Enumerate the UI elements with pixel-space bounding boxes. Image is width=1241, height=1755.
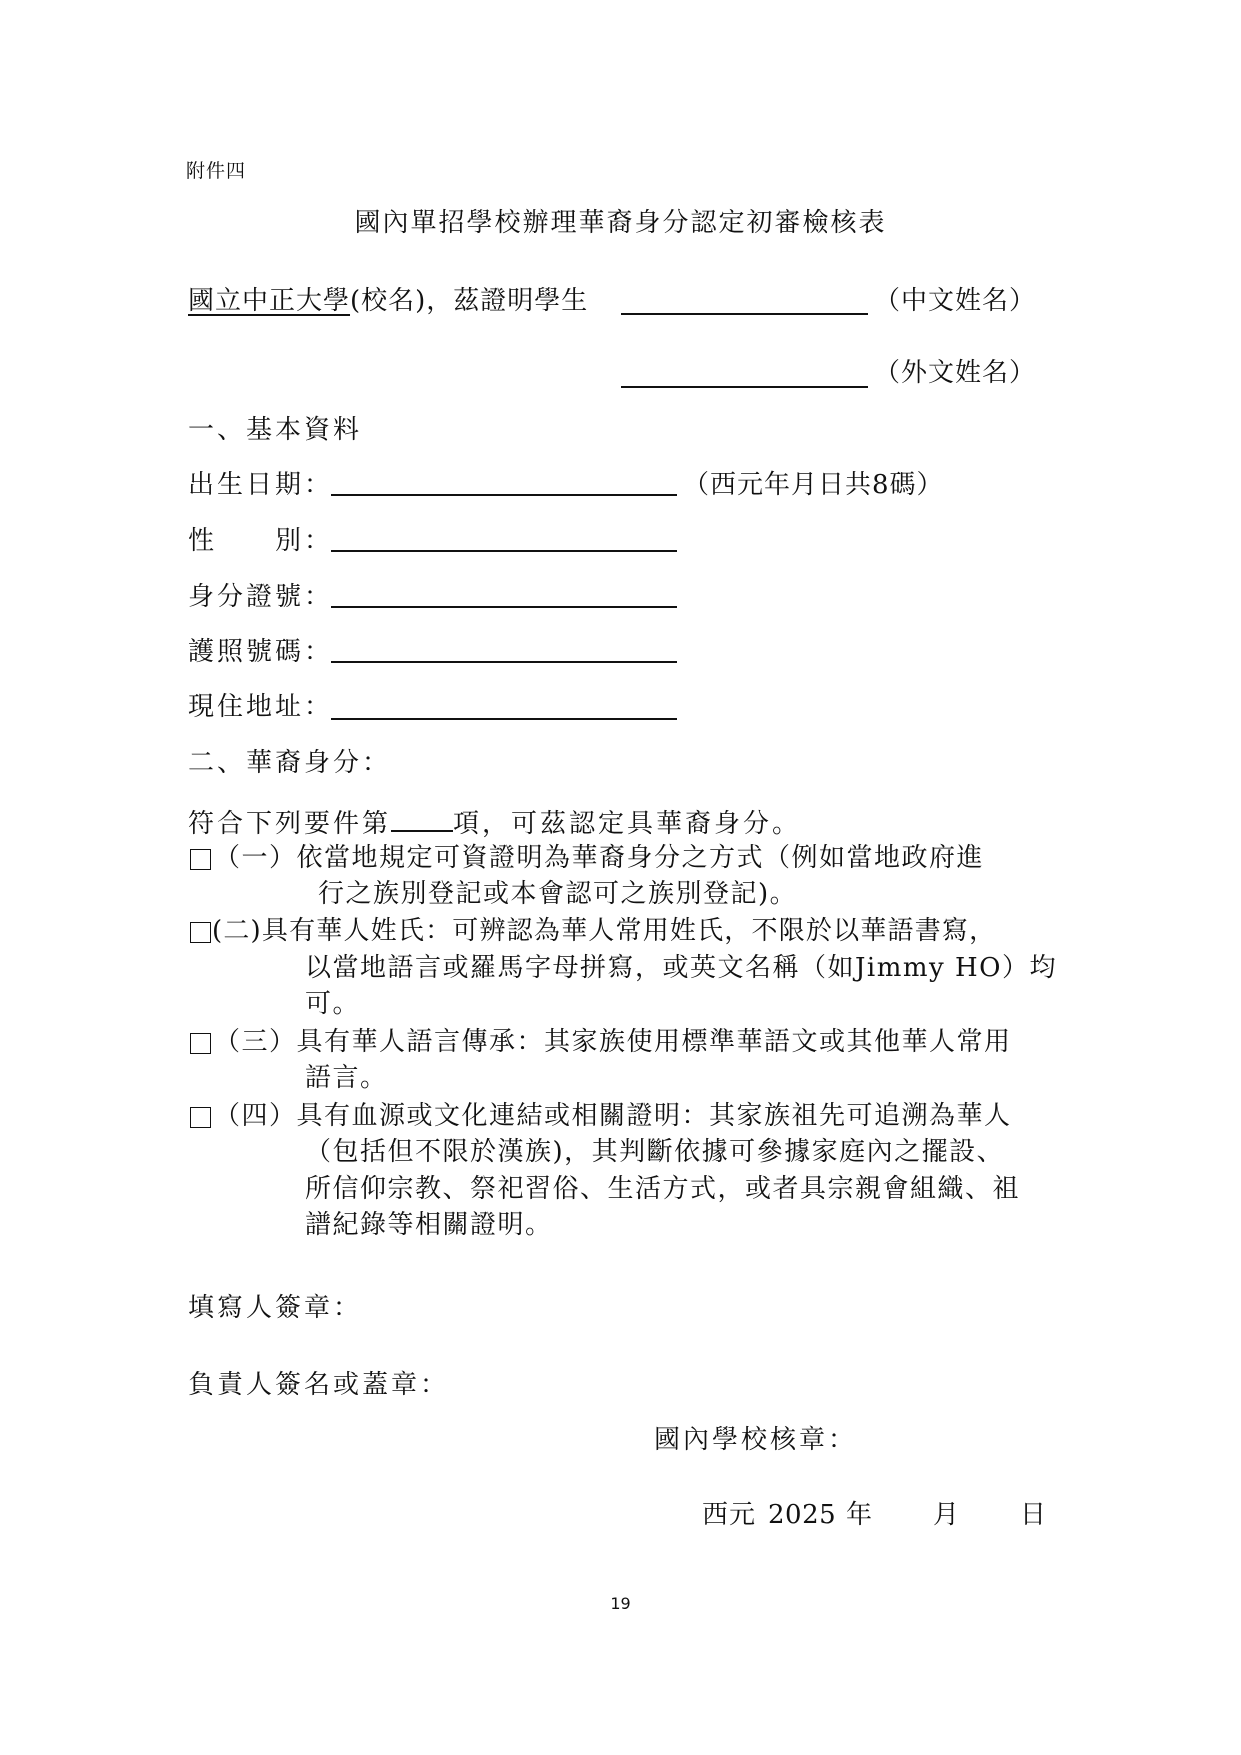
- birth-date-label: 出生日期：: [188, 470, 334, 500]
- page-title: 國內單招學校辦理華裔身分認定初審檢核表: [354, 208, 887, 238]
- criterion-1-text: （一）依當地規定可資證明為華裔身分之方式（例如當地政府進: [214, 843, 985, 873]
- criterion-1-text-cont: 行之族別登記或本會認可之族別登記)。: [318, 879, 798, 909]
- foreign-name-label: （外文姓名）: [874, 358, 1037, 388]
- criterion-4-checkbox[interactable]: [190, 1107, 211, 1128]
- address-field[interactable]: [331, 718, 677, 720]
- criterion-1-checkbox[interactable]: [190, 849, 211, 870]
- criterion-3-text-cont: 語言。: [305, 1063, 388, 1093]
- intro-line: [188, 284, 588, 318]
- gender-field[interactable]: [331, 550, 677, 552]
- section2-heading: 二、華裔身分：: [188, 748, 392, 778]
- birth-date-field[interactable]: [331, 494, 677, 496]
- criterion-3-checkbox[interactable]: [190, 1033, 211, 1054]
- filler-signature-label: 填寫人簽章：: [188, 1293, 363, 1323]
- qualification-statement: [188, 804, 801, 841]
- date-era: 西元: [702, 1500, 757, 1530]
- school-seal-label: 國內學校核章：: [654, 1425, 858, 1455]
- statement-prefix: 符合下列要件第: [188, 809, 392, 839]
- date-year: 2025: [768, 1500, 837, 1530]
- criterion-3-text: （三）具有華人語言傳承：其家族使用標準華語文或其他華人常用: [214, 1027, 1012, 1057]
- id-number-label: 身分證號：: [188, 582, 334, 612]
- birth-date-note: （西元年月日共8碼）: [683, 470, 944, 500]
- criterion-4-text: （四）具有血源或文化連結或相關證明：其家族祖先可追溯為華人: [214, 1101, 1012, 1131]
- foreign-name-field[interactable]: [621, 386, 868, 388]
- passport-number-label: 護照號碼：: [188, 637, 334, 667]
- school-name: 國立中正大學: [188, 286, 351, 316]
- chinese-name-field[interactable]: [621, 313, 868, 315]
- criterion-2-text-cont: 可。: [305, 989, 361, 1019]
- criterion-2-text: (二)具有華人姓氏：可辨認為華人常用姓氏，不限於以華語書寫，: [212, 916, 997, 946]
- attachment-label: 附件四: [186, 160, 247, 182]
- section1-heading: 一、基本資料: [188, 415, 363, 445]
- criterion-4-text-cont: （包括但不限於漢族)，其判斷依據可參據家庭內之擺設、: [305, 1137, 1005, 1167]
- date-month-unit: 月: [933, 1500, 961, 1530]
- criterion-4-text-cont: 譜紀錄等相關證明。: [305, 1210, 553, 1240]
- chinese-name-label: （中文姓名）: [874, 286, 1037, 316]
- address-label: 現住地址：: [188, 692, 334, 722]
- school-suffix: (校名)，茲證明學生: [350, 286, 589, 316]
- gender-label: 性 別：: [188, 526, 334, 556]
- criterion-2-text-cont: 以當地語言或羅馬字母拼寫，或英文名稱（如Jimmy HO）均: [305, 953, 1057, 983]
- id-number-field[interactable]: [331, 606, 677, 608]
- item-number-blank[interactable]: [391, 804, 453, 832]
- passport-number-field[interactable]: [331, 661, 677, 663]
- criterion-2-checkbox[interactable]: [190, 922, 211, 943]
- page-number: 19: [610, 1594, 631, 1613]
- criterion-4-text-cont: 所信仰宗教、祭祀習俗、生活方式，或者具宗親會組織、祖: [305, 1174, 1021, 1204]
- date-day-unit: 日: [1020, 1500, 1048, 1530]
- responsible-signature-label: 負責人簽名或蓋章：: [188, 1370, 450, 1400]
- date-year-unit: 年: [846, 1500, 874, 1530]
- statement-suffix: 項，可茲認定具華裔身分。: [453, 809, 802, 839]
